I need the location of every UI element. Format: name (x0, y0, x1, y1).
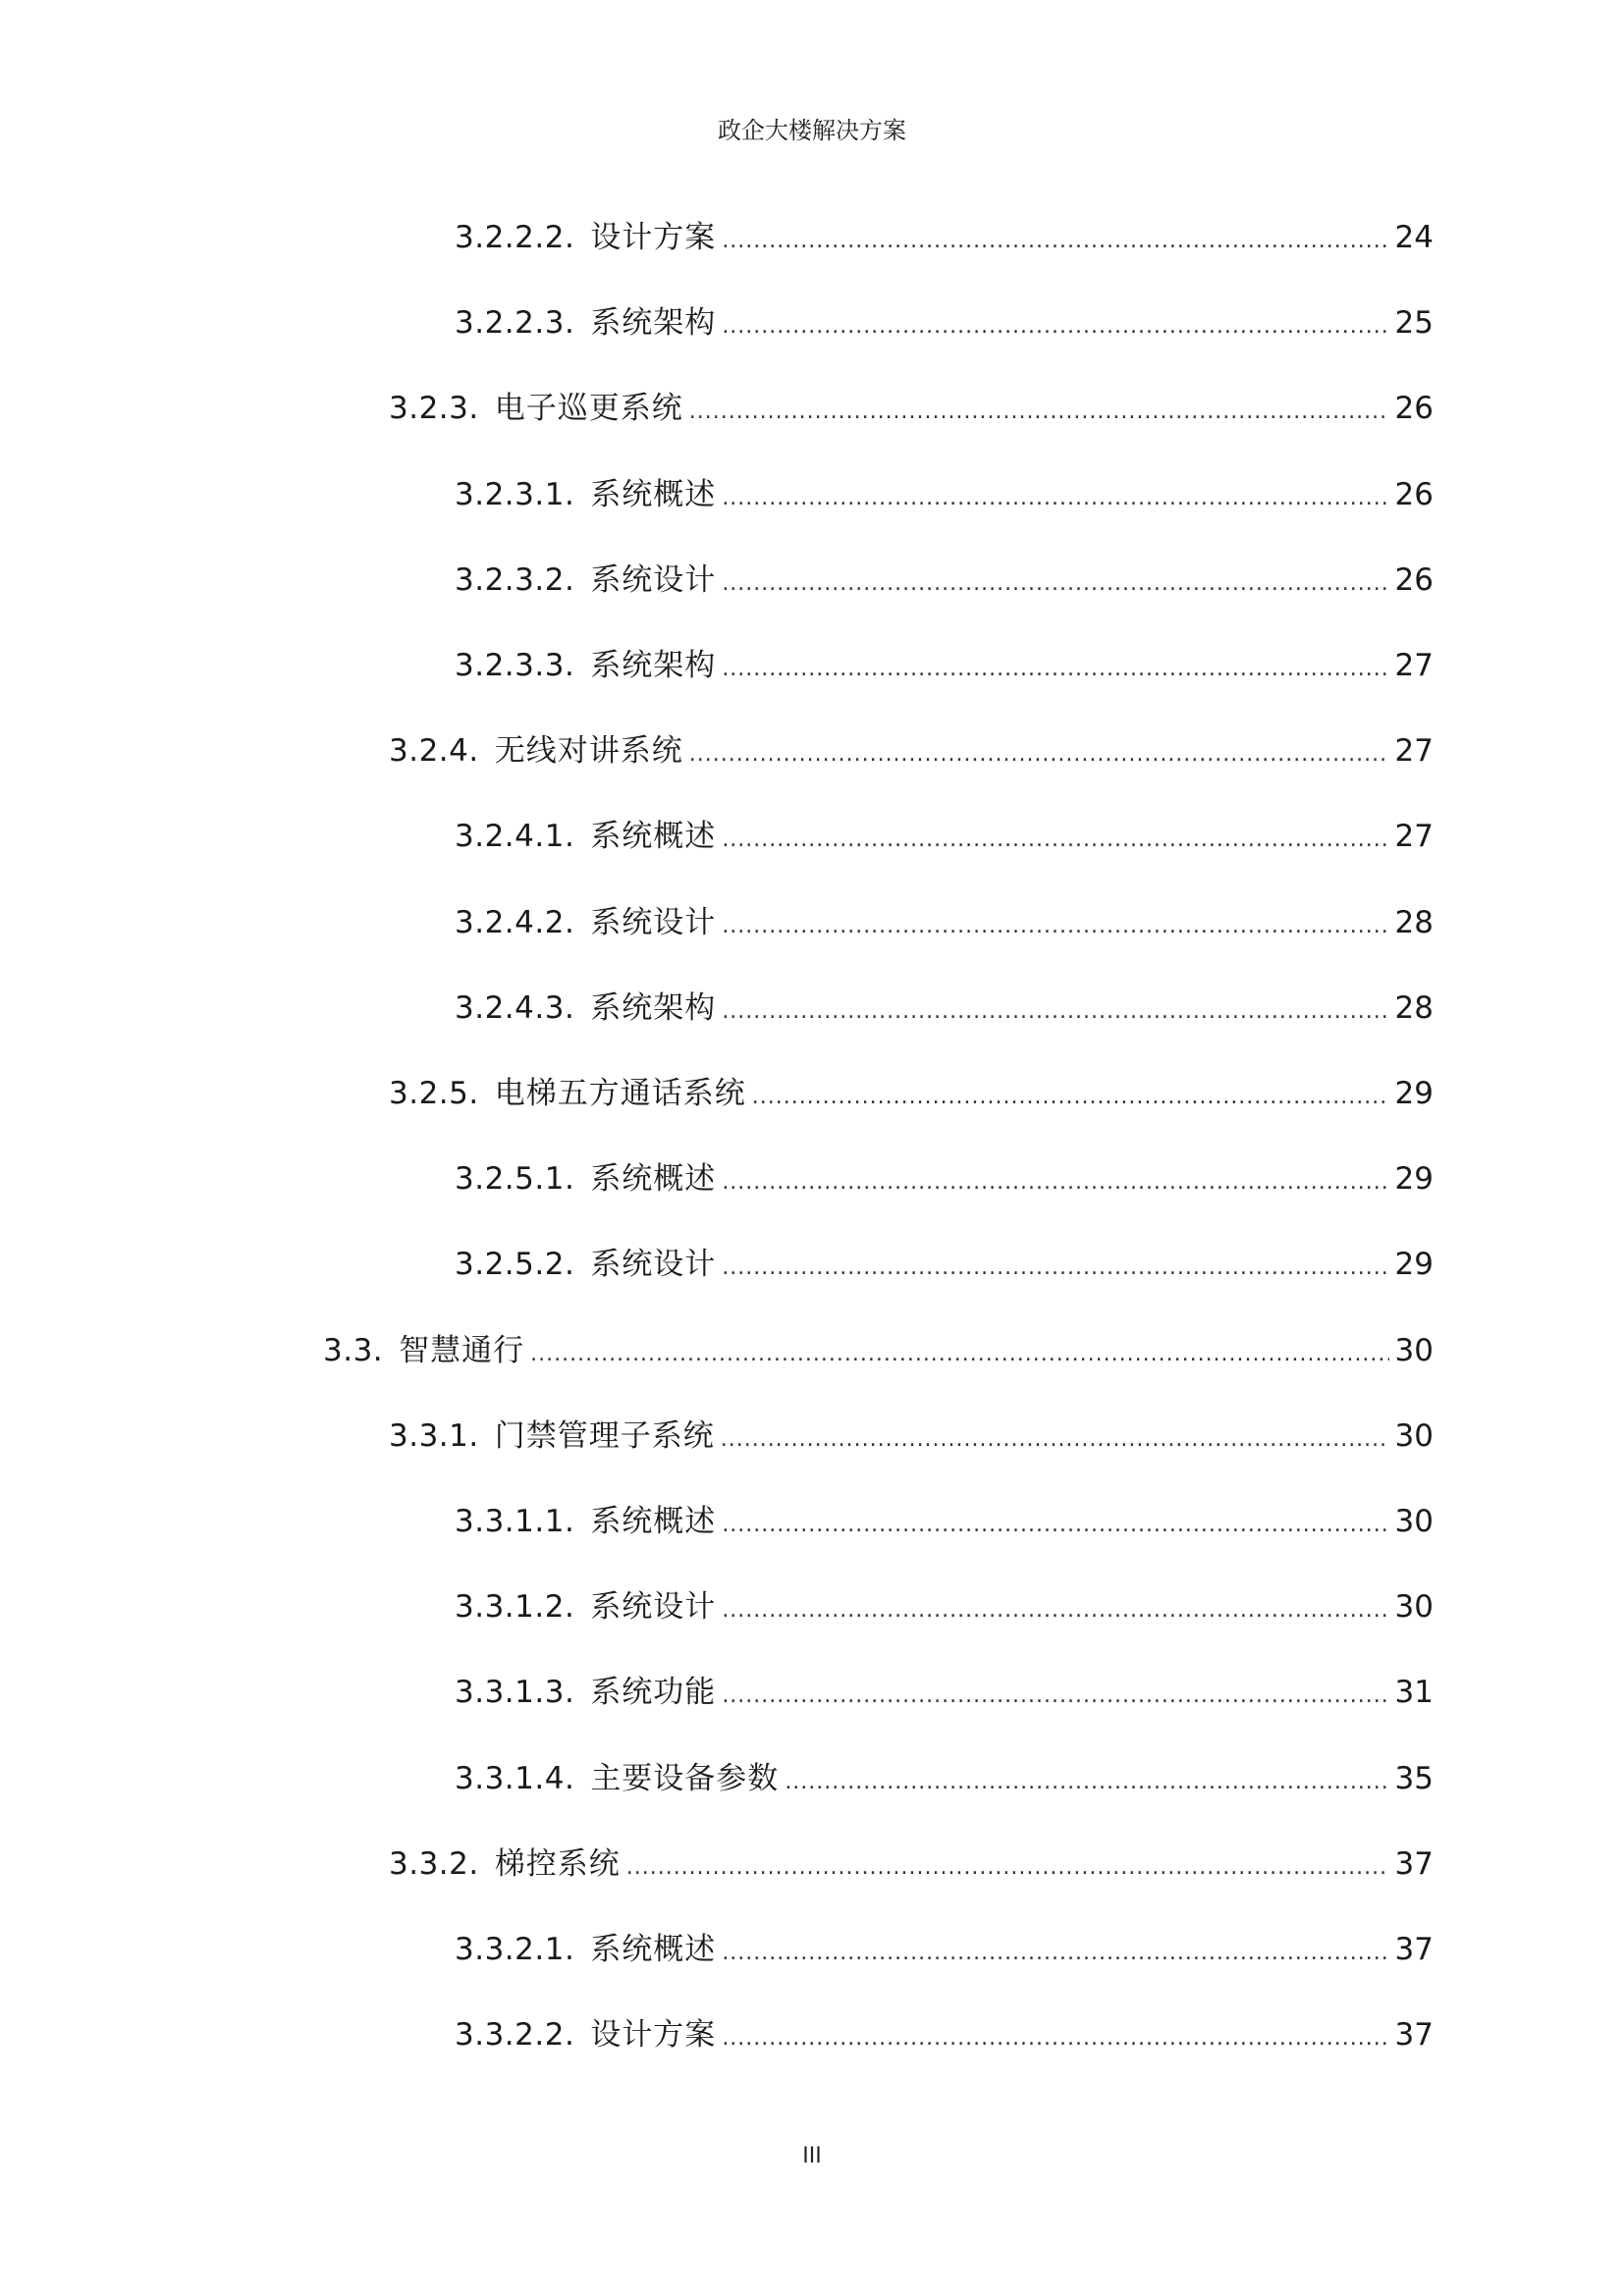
toc-dot-leader (785, 1763, 1388, 1802)
toc-entry[interactable] (455, 1245, 1434, 1284)
toc-entry-number: 3.2.3. (389, 391, 479, 426)
toc-entry-number: 3.3.1.2. (455, 1589, 575, 1625)
toc-dot-leader (722, 1506, 1388, 1545)
toc-entry-title: 智慧通行 (399, 1333, 525, 1368)
toc-entry[interactable] (455, 218, 1434, 257)
toc-entry-title: 系统设计 (590, 905, 717, 940)
toc-entry[interactable] (455, 1159, 1434, 1199)
toc-entry-title: 系统功能 (590, 1675, 717, 1710)
toc-entry-page: 25 (1394, 305, 1434, 341)
toc-dot-leader (689, 735, 1389, 774)
toc-entry[interactable] (455, 1930, 1434, 1969)
toc-entry-number: 3.3.2. (389, 1846, 479, 1882)
toc-entry-title: 系统概述 (590, 1932, 717, 1967)
toc-dot-leader (722, 650, 1388, 689)
toc-entry-page: 31 (1394, 1675, 1434, 1710)
toc-dot-leader (722, 907, 1388, 946)
toc-entry-title: 系统架构 (590, 648, 717, 683)
toc-dot-leader (722, 479, 1388, 518)
toc-entry-page: 26 (1394, 477, 1434, 512)
toc-entry-page: 28 (1394, 905, 1434, 940)
toc-dot-leader (752, 1078, 1389, 1117)
toc-entry-page: 24 (1394, 220, 1434, 255)
toc-entry-title: 电梯五方通话系统 (494, 1076, 746, 1111)
toc-dot-leader (689, 393, 1389, 432)
toc-entry-page: 28 (1394, 990, 1434, 1026)
toc-entry[interactable] (455, 475, 1434, 514)
toc-entry-title: 设计方案 (590, 2017, 717, 2053)
toc-entry-page: 37 (1394, 1932, 1434, 1967)
toc-entry-page: 27 (1394, 648, 1434, 683)
toc-entry-number: 3.2.3.3. (455, 648, 575, 683)
toc-entry[interactable] (455, 817, 1434, 856)
toc-entry-number: 3.3.1. (389, 1418, 479, 1454)
toc-entry[interactable] (455, 988, 1434, 1028)
toc-entry[interactable] (455, 303, 1434, 343)
toc-entry[interactable] (455, 561, 1434, 600)
toc-entry[interactable] (323, 1331, 1434, 1370)
toc-entry-number: 3.3.1.3. (455, 1675, 575, 1710)
toc-entry-page: 30 (1394, 1418, 1434, 1454)
toc-entry[interactable] (455, 1587, 1434, 1627)
toc-entry-number: 3.3.1.4. (455, 1761, 575, 1796)
toc-entry-title: 系统概述 (590, 1504, 717, 1539)
toc-entry-title: 系统概述 (590, 819, 717, 854)
toc-dot-leader (722, 1677, 1388, 1716)
toc-entry-page: 30 (1394, 1504, 1434, 1539)
toc-entry-number: 3.2.4. (389, 733, 479, 769)
toc-entry-page: 29 (1394, 1076, 1434, 1111)
toc-dot-leader (530, 1335, 1388, 1374)
toc-entry-title: 电子巡更系统 (494, 391, 683, 426)
toc-entry[interactable] (455, 2015, 1434, 2055)
toc-entry-page: 30 (1394, 1333, 1434, 1368)
toc-dot-leader (722, 1934, 1388, 1973)
toc-entry[interactable] (389, 389, 1434, 428)
page-number: III (802, 2144, 822, 2168)
toc-entry-number: 3.3.1.1. (455, 1504, 575, 1539)
toc-entry-page: 37 (1394, 2017, 1434, 2053)
toc-entry-title: 系统概述 (590, 477, 717, 512)
toc-dot-leader (722, 1591, 1388, 1630)
toc-entry-number: 3.3.2.1. (455, 1932, 575, 1967)
toc-entry-number: 3.2.4.3. (455, 990, 575, 1026)
toc-entry-title: 系统架构 (590, 305, 717, 341)
toc-entry-number: 3.2.5.2. (455, 1247, 575, 1282)
toc-entry-page: 29 (1394, 1247, 1434, 1282)
toc-entry-number: 3.2.5.1. (455, 1161, 575, 1197)
toc-entry-number: 3.3.2.2. (455, 2017, 575, 2053)
toc-entry-page: 27 (1394, 733, 1434, 769)
toc-dot-leader (722, 1163, 1388, 1202)
toc-entry[interactable] (389, 1416, 1434, 1456)
toc-entry-title: 系统设计 (590, 1589, 717, 1625)
toc-entry-number: 3.3. (323, 1333, 384, 1368)
toc-entry[interactable] (455, 1673, 1434, 1712)
toc-entry-title: 系统设计 (590, 1247, 717, 1282)
toc-entry[interactable] (389, 731, 1434, 771)
toc-entry[interactable] (455, 903, 1434, 942)
toc-entry-title: 系统架构 (590, 990, 717, 1026)
toc-entry-number: 3.2.3.2. (455, 562, 575, 598)
toc-entry-title: 系统概述 (590, 1161, 717, 1197)
toc-dot-leader (722, 222, 1388, 261)
toc-entry-number: 3.2.5. (389, 1076, 479, 1111)
toc-entry[interactable] (389, 1074, 1434, 1113)
toc-dot-leader (722, 1249, 1388, 1288)
toc-entry-title: 梯控系统 (494, 1846, 621, 1882)
toc-dot-leader (722, 564, 1388, 604)
toc-entry-page: 30 (1394, 1589, 1434, 1625)
toc-entry-title: 门禁管理子系统 (494, 1418, 715, 1454)
toc-entry-page: 27 (1394, 819, 1434, 854)
toc-entry[interactable] (455, 1502, 1434, 1541)
toc-entry-title: 主要设备参数 (590, 1761, 780, 1796)
toc-entry-number: 3.2.3.1. (455, 477, 575, 512)
toc-entry-page: 26 (1394, 562, 1434, 598)
toc-dot-leader (722, 992, 1388, 1032)
toc-entry-title: 无线对讲系统 (494, 733, 683, 769)
toc-entry-number: 3.2.4.1. (455, 819, 575, 854)
toc-entry-title: 设计方案 (590, 220, 717, 255)
toc-entry-page: 37 (1394, 1846, 1434, 1882)
toc-entry-page: 26 (1394, 391, 1434, 426)
toc-dot-leader (722, 2019, 1388, 2058)
toc-dot-leader (722, 821, 1388, 860)
toc-entry-page: 35 (1394, 1761, 1434, 1796)
toc-entry-number: 3.2.4.2. (455, 905, 575, 940)
toc-entry[interactable] (455, 646, 1434, 685)
toc-entry-number: 3.2.2.2. (455, 220, 575, 255)
page-header: 政企大楼解决方案 (718, 117, 906, 144)
toc-entry-title: 系统设计 (590, 562, 717, 598)
toc-dot-leader (626, 1848, 1389, 1888)
toc-entry-page: 29 (1394, 1161, 1434, 1197)
toc-entry[interactable] (389, 1844, 1434, 1884)
toc-entry[interactable] (455, 1759, 1434, 1798)
toc-dot-leader (721, 1420, 1389, 1460)
toc-entry-number: 3.2.2.3. (455, 305, 575, 341)
toc-dot-leader (722, 307, 1388, 347)
